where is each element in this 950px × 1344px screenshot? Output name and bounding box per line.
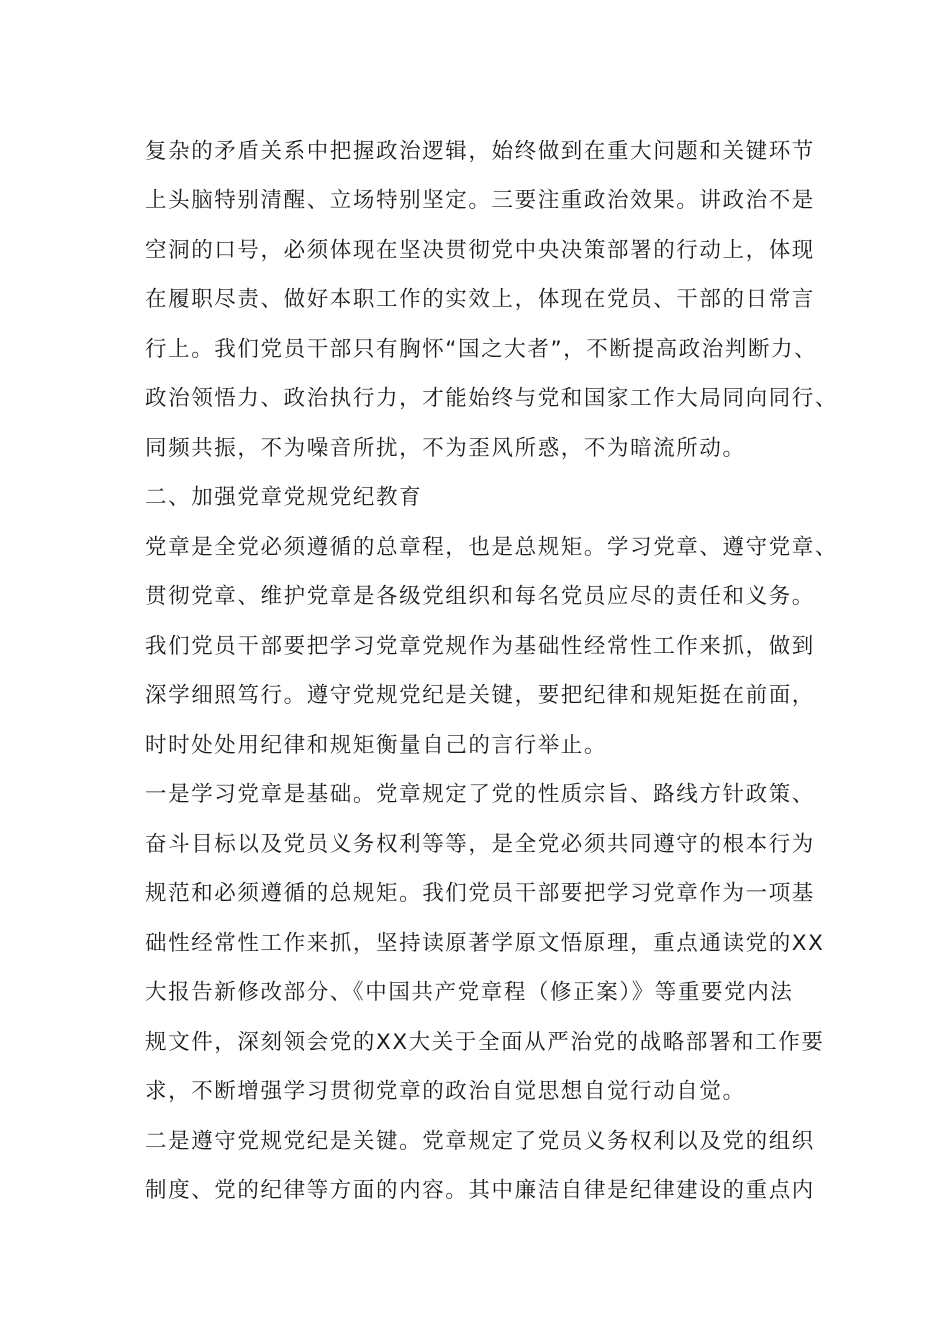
text-line: 行上。我们党员干部只有胸怀“国之大者”，不断提高政治判断力、 — [145, 337, 818, 362]
section-heading: 二、加强党章党规党纪教育 — [145, 485, 423, 510]
text-line: 党章是全党必须遵循的总章程，也是总规矩。学习党章、遵守党章、 — [145, 535, 839, 560]
text-line: 制度、党的纪律等方面的内容。其中廉洁自律是纪律建设的重点内 — [145, 1178, 815, 1203]
text-line: 上头脑特别清醒、立场特别坚定。三要注重政治效果。讲政治不是 — [145, 188, 815, 213]
text-line: 在履职尽责、做好本职工作的实效上，体现在党员、干部的日常言 — [145, 287, 815, 312]
text-line: 奋斗目标以及党员义务权利等等，是全党必须共同遵守的根本行为 — [145, 832, 815, 857]
text-line: 大报告新修改部分、《中国共产党章程（修正案）》等重要党内法 — [145, 980, 794, 1005]
text-line: 时时处处用纪律和规矩衡量自己的言行举止。 — [145, 733, 608, 758]
text-line: 复杂的矛盾关系中把握政治逻辑，始终做到在重大问题和关键环节 — [145, 139, 815, 164]
text-line: 空洞的口号，必须体现在坚决贯彻党中央决策部署的行动上，体现 — [145, 238, 815, 263]
text-line: 规文件，深刻领会党的XX大关于全面从严治党的战略部署和工作要 — [145, 1030, 825, 1055]
text-line: 规范和必须遵循的总规矩。我们党员干部要把学习党章作为一项基 — [145, 881, 815, 906]
text-line: 二是遵守党规党纪是关键。党章规定了党员义务权利以及党的组织 — [145, 1129, 815, 1154]
text-line: 一是学习党章是基础。党章规定了党的性质宗旨、路线方针政策、 — [145, 782, 815, 807]
text-line: 政治领悟力、政治执行力，才能始终与党和国家工作大局同向同行、 — [145, 386, 839, 411]
text-line: 贯彻党章、维护党章是各级党组织和每名党员应尽的责任和义务。 — [145, 584, 815, 609]
text-line: 求，不断增强学习贯彻党章的政治自觉思想自觉行动自觉。 — [145, 1079, 746, 1104]
text-line: 深学细照笃行。遵守党规党纪是关键，要把纪律和规矩挺在前面， — [145, 683, 815, 708]
text-line: 我们党员干部要把学习党章党规作为基础性经常性工作来抓，做到 — [145, 634, 815, 659]
text-line: 础性经常性工作来抓，坚持读原著学原文悟原理，重点通读党的XX — [145, 931, 825, 956]
text-line: 同频共振，不为噪音所扰，不为歪风所惑，不为暗流所动。 — [145, 436, 746, 461]
